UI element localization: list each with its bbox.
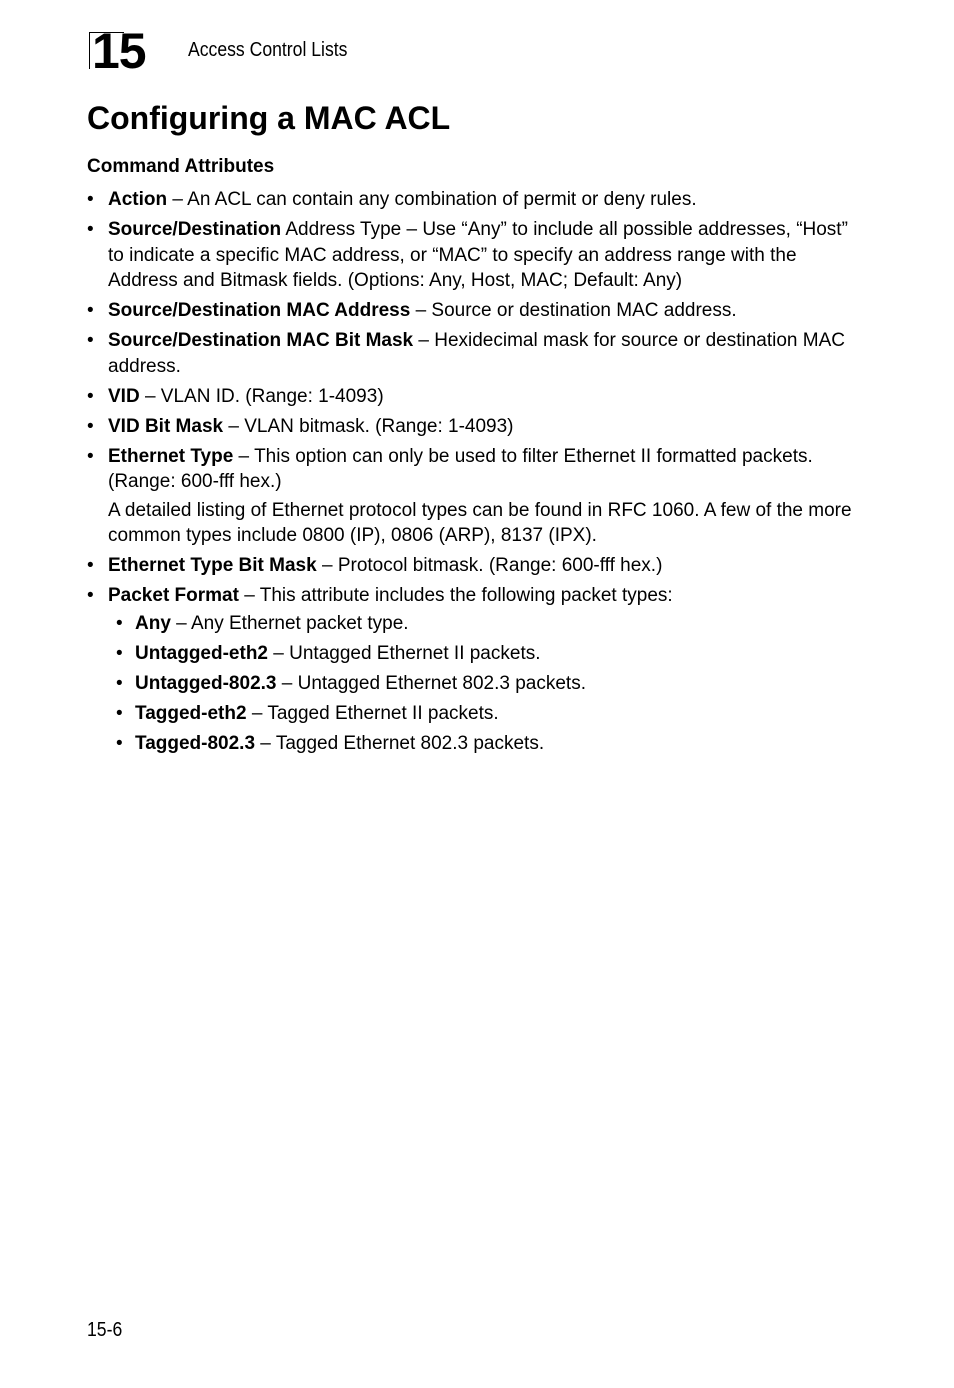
attribute-description: – VLAN ID. (Range: 1-4093) xyxy=(139,385,384,407)
attribute-description: – VLAN bitmask. (Range: 1-4093) xyxy=(223,415,514,437)
packet-type-term: Untagged-eth2 xyxy=(135,642,268,664)
list-item xyxy=(135,701,853,727)
list-item xyxy=(108,583,853,756)
attribute-term: Source/Destination MAC Bit Mask xyxy=(108,330,414,351)
attribute-description: – Source or destination MAC address. xyxy=(410,300,737,321)
attribute-term: Ethernet Type Bit Mask xyxy=(108,555,317,576)
list-item xyxy=(108,328,853,379)
packet-type-term: Untagged-802.3 xyxy=(135,672,277,694)
packet-type-description: – Any Ethernet packet type. xyxy=(170,612,409,634)
list-item xyxy=(108,553,853,579)
packet-type-description: – Untagged Ethernet 802.3 packets. xyxy=(276,672,586,694)
attribute-term: Ethernet Type xyxy=(108,445,234,467)
page-number: 15-6 xyxy=(87,1319,123,1341)
attribute-list xyxy=(108,187,853,761)
attribute-description: – This attribute includes the following packet types: xyxy=(238,585,673,606)
packet-type-list xyxy=(108,611,853,757)
list-item xyxy=(135,731,853,757)
attribute-term: VID xyxy=(108,385,140,407)
attribute-description: – This option can only be used to filter Ethernet II formatted packets. (Range: 600-fff hex.) xyxy=(108,445,813,492)
attribute-term: Source/Destination MAC Address xyxy=(108,300,411,321)
list-item xyxy=(108,298,853,324)
attribute-description: Address Type – Use “Any” to include all possible addresses, “Host” to indicate a specific MAC address, or “MAC” to specify an address range with the Address and Bitmask fields. (Options: Any, Host, MAC; Default: Any) xyxy=(108,219,848,291)
packet-type-term: Any xyxy=(135,612,171,634)
list-item xyxy=(108,384,853,410)
page-title: Configuring a MAC ACL xyxy=(87,100,451,136)
attribute-term: Action xyxy=(108,189,168,210)
packet-type-description: – Tagged Ethernet 802.3 packets. xyxy=(255,732,545,754)
section-heading: Command Attributes xyxy=(87,156,275,177)
attribute-description: – Hexidecimal mask for source or destination MAC address. xyxy=(108,330,845,377)
packet-type-term: Tagged-802.3 xyxy=(135,732,256,754)
list-item xyxy=(135,611,853,637)
list-item xyxy=(108,217,853,294)
attribute-term: VID Bit Mask xyxy=(108,415,224,437)
attribute-term: Source/Destination xyxy=(108,219,282,240)
list-item xyxy=(108,444,853,549)
list-item xyxy=(135,671,853,697)
chapter-number: 15 xyxy=(92,23,146,79)
ethernet-type-note: A detailed listing of Ethernet protocol types can be found in RFC 1060. A few of the more common types include 0800 (IP), 0806 (ARP), 8137 (IPX). xyxy=(108,499,852,546)
list-item xyxy=(108,187,853,213)
attribute-term: Packet Format xyxy=(108,585,239,606)
chapter-title: Access Control Lists xyxy=(188,39,348,61)
attribute-description: – Protocol bitmask. (Range: 600-fff hex.) xyxy=(316,555,663,576)
packet-type-description: – Tagged Ethernet II packets. xyxy=(246,702,499,724)
packet-type-description: – Untagged Ethernet II packets. xyxy=(268,642,541,664)
attribute-description: – An ACL can contain any combination of permit or deny rules. xyxy=(167,189,697,210)
packet-type-term: Tagged-eth2 xyxy=(135,702,247,724)
list-item xyxy=(135,641,853,667)
list-item xyxy=(108,414,853,440)
